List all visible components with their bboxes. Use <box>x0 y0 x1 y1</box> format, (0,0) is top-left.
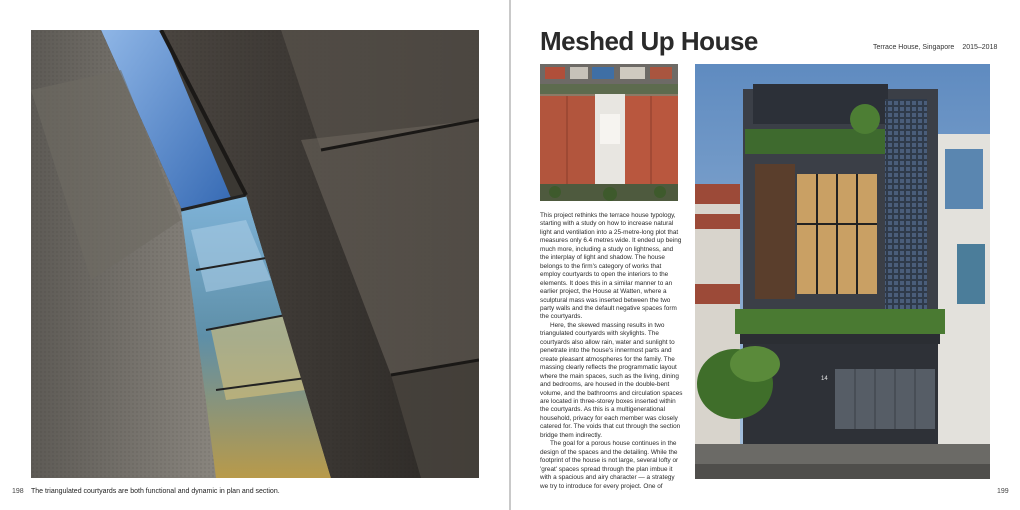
body-paragraph: The goal for a porous house continues in the design of the spaces and the detailing. While the footprint of the house is not large, several lofty or 'great' spaces spread through the plan imbue it with a spacious and airy character — a strategy we try to introduce for every project. One of <box>540 440 679 490</box>
page-number-right: 199 <box>997 488 1009 495</box>
project-meta <box>873 44 997 51</box>
aerial-photo <box>540 64 678 201</box>
photo-caption: The triangulated courtyards are both functional and dynamic in plan and section. <box>31 488 280 495</box>
courtyard-photo <box>31 30 479 478</box>
left-page <box>0 0 509 510</box>
body-paragraph: This project rethinks the terrace house typology, starting with a study on how to increase natural light and ventilation into a 25-metre-long plot that measures only 6.4 metres wide. It ended up being much more, including a study on lightness, and the interplay of light and shadow. The house belongs to the firm's category of works that employ courtyards to open the interiors to the elements. It does this in a similar manner to an earlier project, the House at Watten, where a sculptural mass was inserted between the two party walls and the default negative spaces form the courtyards. <box>540 212 682 321</box>
right-page <box>511 0 1020 510</box>
page-number-left: 198 <box>12 488 24 495</box>
project-type-location: Terrace House, Singapore <box>873 44 955 51</box>
project-years: 2015–2018 <box>962 44 998 51</box>
body-paragraph: Here, the skewed massing results in two triangulated courtyards with skylights. The courtyards also allow rain, water and sunlight to penetrate into the house's innermost parts and create pleasant atmospheres for the family. The massing clearly reflects the programmatic layout where the main spaces, such as the living, dining and bedrooms, are housed in the double-bent volume, and the bathrooms and circulation spaces are located in three-storey boxes inserted within the courtyards. As this is a multigenerational household, privacy for each member was closely catered for. The voids that cut through the section bridge them indirectly. <box>540 321 683 439</box>
house-number: 14 <box>821 376 828 382</box>
facade-photo <box>695 64 990 479</box>
page-title: Meshed Up House <box>540 26 758 56</box>
body-text <box>540 212 683 491</box>
